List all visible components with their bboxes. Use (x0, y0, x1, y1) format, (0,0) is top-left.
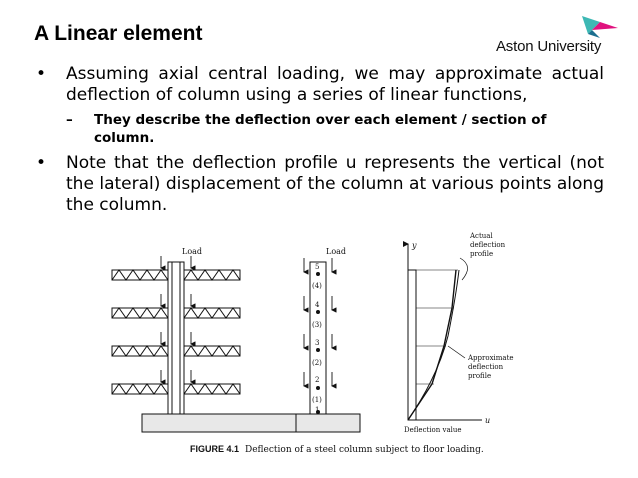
actual-profile-label-1: Actual (470, 232, 493, 240)
element-label-3: (3) (312, 321, 322, 329)
figure-caption (190, 444, 484, 455)
element-label-2: (2) (312, 359, 322, 367)
bullet-dot-icon: • (36, 153, 47, 173)
bullet-1-text: Assuming axial central loading, we may approximate actual deflection of column using a series of linear functions, (66, 64, 604, 105)
sub-bullet (66, 111, 604, 147)
load-label-2: Load (326, 247, 347, 256)
actual-profile-label-3: profile (470, 250, 494, 258)
bullet-2 (36, 153, 604, 216)
logo-text: Aston University (496, 38, 602, 55)
logo-mark-icon (496, 14, 626, 40)
building-frame-drawing (112, 256, 322, 432)
dash-icon: – (66, 112, 73, 128)
node-label-3: 3 (315, 339, 320, 347)
node-label-5: 5 (315, 263, 320, 271)
axis-u-label: u (485, 416, 491, 425)
deflection-value-label: Deflection value (404, 426, 462, 434)
element-label-1: (1) (312, 396, 322, 404)
deflection-profile-drawing (408, 244, 482, 420)
sub-bullet-text: They describe the deflection over each element / section of column. (94, 112, 547, 146)
column-deflection-figure (82, 226, 534, 470)
figure-caption-text: Deflection of a steel column subject to floor loading. (245, 445, 484, 455)
approx-profile-label-1: Approximate (468, 354, 514, 362)
node-label-4: 4 (315, 301, 320, 309)
figure-drawing (82, 226, 534, 470)
actual-profile-label-2: deflection (470, 241, 506, 249)
bullet-1 (36, 64, 604, 106)
element-label-4: (4) (312, 282, 322, 290)
aston-university-logo (496, 14, 626, 58)
slide-title: A Linear element (34, 22, 203, 45)
approx-profile-label-2: deflection (468, 363, 504, 371)
slide-content (36, 64, 604, 216)
node-label-1: 1 (315, 406, 320, 414)
column-elements-drawing (296, 258, 360, 432)
bullet-dot-icon: • (36, 64, 47, 84)
approx-profile-label-3: profile (468, 372, 492, 380)
bullet-2-text: Note that the deflection profile u represents the vertical (not the lateral) displacement of the column at various points along the column. (66, 153, 604, 215)
axis-y-label: y (412, 241, 417, 250)
node-label-2: 2 (315, 376, 320, 384)
figure-caption-label: FIGURE 4.1 (190, 444, 240, 454)
load-label-1: Load (182, 247, 203, 256)
